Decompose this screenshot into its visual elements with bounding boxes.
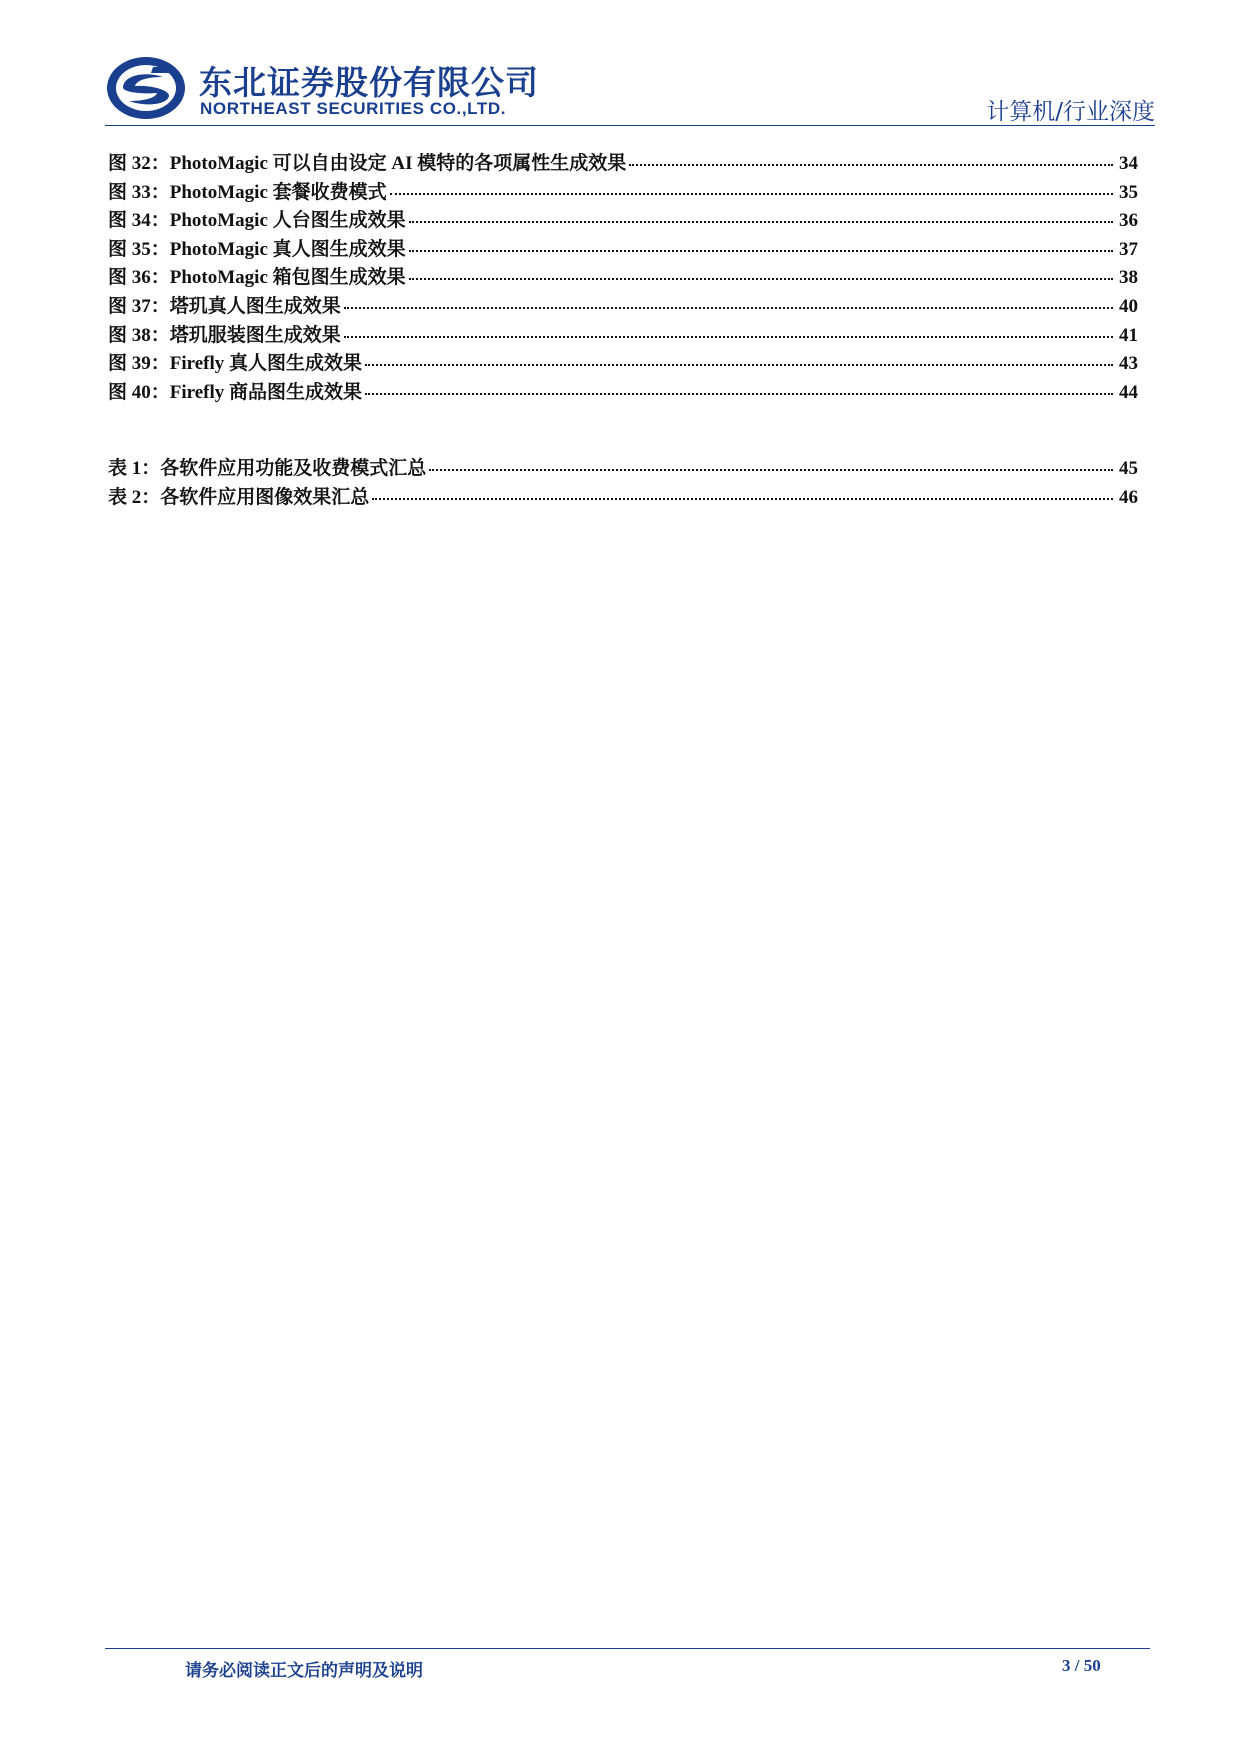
entry-label: 图 36：PhotoMagic 箱包图生成效果 — [108, 267, 406, 289]
report-category: 计算机/行业深度 — [986, 99, 1155, 125]
entry-label: 图 34：PhotoMagic 人台图生成效果 — [108, 210, 406, 232]
table-entry[interactable] — [108, 453, 1138, 482]
figure-entry[interactable] — [108, 348, 1138, 377]
header-divider — [105, 125, 1155, 126]
page-header — [105, 55, 1155, 130]
entry-page: 40 — [1119, 295, 1138, 317]
figure-entry[interactable] — [108, 148, 1138, 177]
dot-leader — [629, 164, 1113, 166]
entry-page: 43 — [1119, 353, 1138, 375]
entry-label: 图 39：Firefly 真人图生成效果 — [108, 353, 363, 375]
table-index — [108, 453, 1138, 510]
entry-page: 37 — [1119, 238, 1138, 260]
figure-entry[interactable] — [108, 234, 1138, 263]
figure-entry[interactable] — [108, 205, 1138, 234]
figure-entry[interactable] — [108, 291, 1138, 320]
entry-page: 46 — [1119, 486, 1138, 508]
entry-label: 表 2：各软件应用图像效果汇总 — [108, 486, 370, 508]
company-name-cn: 东北证券股份有限公司 — [199, 63, 539, 102]
entry-label: 图 40：Firefly 商品图生成效果 — [108, 381, 363, 403]
disclaimer-note: 请务必阅读正文后的声明及说明 — [185, 1661, 423, 1680]
northeast-securities-logo-icon — [105, 55, 187, 121]
dot-leader — [365, 364, 1113, 366]
entry-page: 35 — [1119, 181, 1138, 203]
dot-leader — [409, 221, 1113, 223]
entry-page: 41 — [1119, 324, 1138, 346]
entry-label: 图 32：PhotoMagic 可以自由设定 AI 模特的各项属性生成效果 — [108, 153, 627, 174]
footer-divider — [105, 1648, 1150, 1649]
figure-index — [108, 148, 1138, 405]
figure-entry[interactable] — [108, 377, 1138, 406]
entry-page: 45 — [1119, 458, 1138, 479]
dot-leader — [344, 336, 1113, 338]
figure-entry[interactable] — [108, 320, 1138, 349]
company-name-en: NORTHEAST SECURITIES CO.,LTD. — [200, 99, 507, 118]
dot-leader — [365, 393, 1113, 395]
dot-leader — [409, 250, 1113, 252]
entry-label: 图 37：塔玑真人图生成效果 — [108, 295, 341, 317]
entry-page: 36 — [1119, 210, 1138, 232]
entry-label: 图 38：塔玑服装图生成效果 — [108, 324, 341, 346]
dot-leader — [372, 498, 1113, 500]
table-entry[interactable] — [108, 482, 1138, 511]
entry-page: 34 — [1119, 153, 1138, 174]
dot-leader — [390, 193, 1113, 195]
entry-page: 44 — [1119, 381, 1138, 403]
figure-entry[interactable] — [108, 177, 1138, 206]
figure-entry[interactable] — [108, 262, 1138, 291]
dot-leader — [429, 469, 1113, 471]
entry-label: 表 1：各软件应用功能及收费模式汇总 — [108, 458, 427, 479]
dot-leader — [344, 307, 1113, 309]
entry-label: 图 33：PhotoMagic 套餐收费模式 — [108, 181, 387, 203]
page-indicator: 3 / 50 — [1062, 1656, 1101, 1675]
entry-label: 图 35：PhotoMagic 真人图生成效果 — [108, 238, 406, 260]
dot-leader — [409, 278, 1113, 280]
entry-page: 38 — [1119, 267, 1138, 289]
